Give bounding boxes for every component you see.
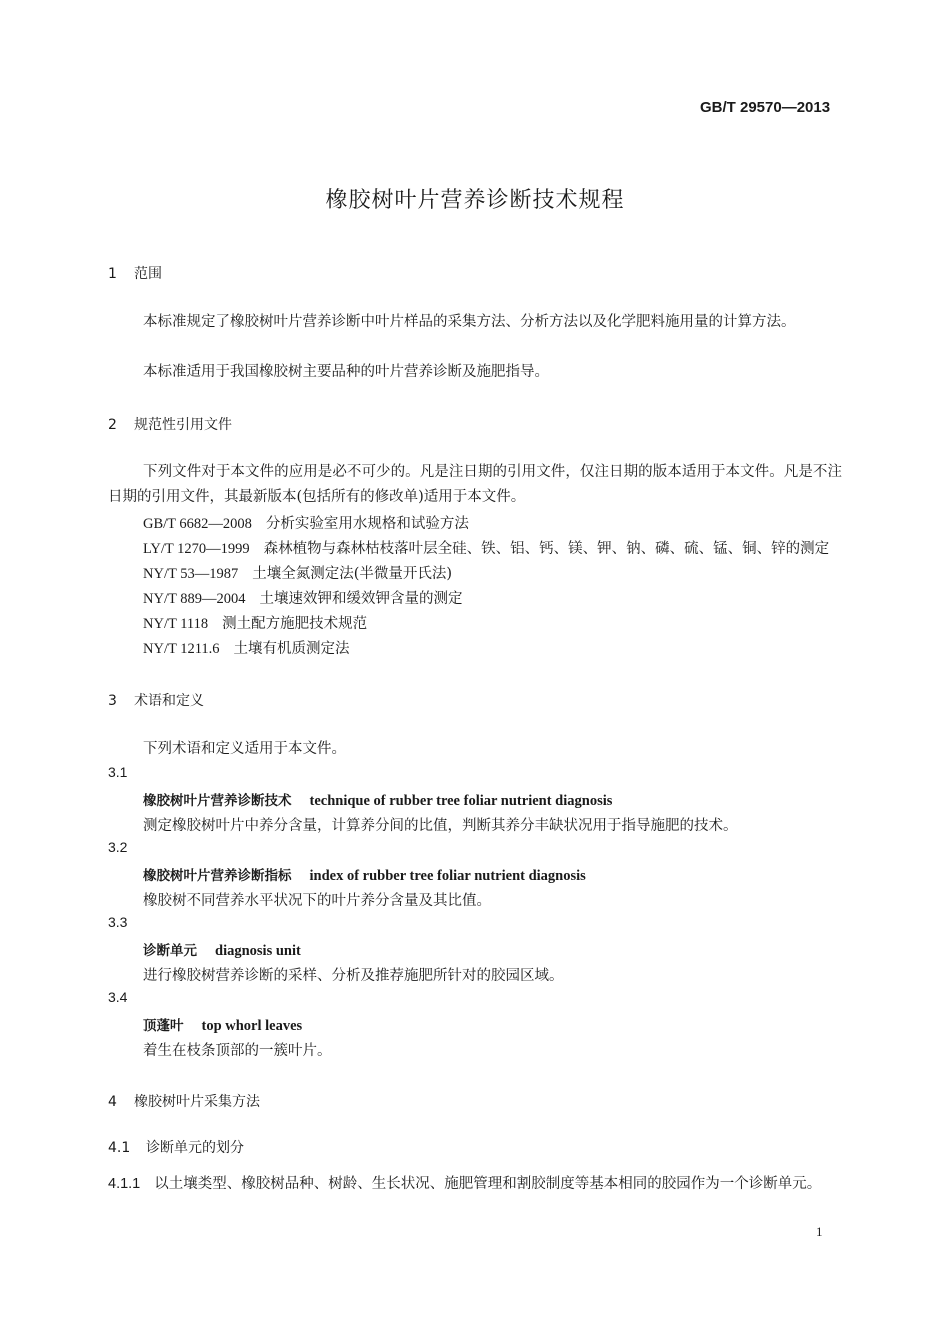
term-entry bbox=[143, 864, 586, 885]
paragraph: 本标准规定了橡胶树叶片营养诊断中叶片样品的采集方法、分析方法以及化学肥料施用量的计算方法。 bbox=[143, 314, 796, 330]
reference-code: NY/T 1118 bbox=[143, 616, 209, 632]
reference-title: 土壤速效钾和缓效钾含量的测定 bbox=[259, 591, 463, 607]
reference-item bbox=[143, 587, 462, 608]
reference-title: 测土配方施肥技术规范 bbox=[222, 616, 368, 632]
term-chinese: 诊断单元 bbox=[143, 943, 197, 959]
term-number: 3.2 bbox=[108, 839, 128, 855]
term-chinese: 顶蓬叶 bbox=[143, 1018, 184, 1034]
clause-4-1-1 bbox=[108, 1172, 842, 1197]
section-title: 范围 bbox=[134, 266, 162, 282]
section-2-heading bbox=[108, 414, 232, 434]
section-number: 4 bbox=[108, 1094, 117, 1110]
term-definition: 着生在枝条顶部的一簇叶片。 bbox=[143, 1043, 332, 1059]
term-definition: 测定橡胶树叶片中养分含量，计算养分间的比值，判断其养分丰缺状况用于指导施肥的技术。 bbox=[143, 818, 738, 834]
reference-code: LY/T 1270—1999 bbox=[143, 541, 250, 557]
paragraph: 本标准适用于我国橡胶树主要品种的叶片营养诊断及施肥指导。 bbox=[143, 364, 549, 380]
reference-title: 土壤全氮测定法(半微量开氏法) bbox=[252, 566, 453, 582]
term-number: 3.3 bbox=[108, 914, 128, 930]
page-number: 1 bbox=[816, 1224, 823, 1239]
section-3-heading bbox=[108, 690, 204, 710]
section-title: 橡胶树叶片采集方法 bbox=[134, 1094, 260, 1110]
section-number: 2 bbox=[108, 417, 117, 433]
reference-title: 森林植物与森林枯枝落叶层全硅、铁、铝、钙、镁、钾、钠、磷、硫、锰、铜、锌的测定 bbox=[263, 541, 830, 557]
term-entry bbox=[143, 1014, 302, 1035]
subsection-4-1-heading bbox=[108, 1137, 244, 1157]
section-number: 1 bbox=[108, 266, 117, 282]
reference-title: 分析实验室用水规格和试验方法 bbox=[265, 516, 469, 532]
reference-item bbox=[143, 512, 469, 533]
subsection-title: 诊断单元的划分 bbox=[146, 1140, 244, 1156]
document-title: 橡胶树叶片营养诊断技术规程 bbox=[325, 188, 625, 213]
term-english: diagnosis unit bbox=[215, 943, 301, 959]
reference-code: NY/T 1211.6 bbox=[143, 641, 220, 657]
term-chinese: 橡胶树叶片营养诊断指标 bbox=[143, 868, 292, 884]
section-title: 术语和定义 bbox=[134, 693, 204, 709]
term-english: index of rubber tree foliar nutrient diagnosis bbox=[309, 868, 586, 884]
reference-item bbox=[143, 637, 350, 658]
reference-code: NY/T 889—2004 bbox=[143, 591, 246, 607]
term-definition: 进行橡胶树营养诊断的采样、分析及推荐施肥所针对的胶园区域。 bbox=[143, 968, 564, 984]
reference-code: NY/T 53—1987 bbox=[143, 566, 239, 582]
term-entry bbox=[143, 939, 301, 960]
term-chinese: 橡胶树叶片营养诊断技术 bbox=[143, 793, 292, 809]
section-title: 规范性引用文件 bbox=[134, 417, 232, 433]
term-number: 3.4 bbox=[108, 989, 128, 1005]
standard-number: GB/T 29570—2013 bbox=[700, 99, 831, 116]
clause-text: 以土壤类型、橡胶树品种、树龄、生长状况、施肥管理和割胶制度等基本相同的胶园作为一个诊断单元。 bbox=[154, 1176, 822, 1192]
paragraph: 下列术语和定义适用于本文件。 bbox=[143, 741, 346, 757]
term-entry bbox=[143, 789, 612, 810]
term-english: top whorl leaves bbox=[201, 1018, 303, 1034]
section-1-heading bbox=[108, 263, 162, 283]
section-4-heading bbox=[108, 1091, 260, 1111]
subsection-number: 4.1 bbox=[108, 1140, 131, 1156]
term-english: technique of rubber tree foliar nutrient diagnosis bbox=[309, 793, 613, 809]
term-number: 3.1 bbox=[108, 764, 128, 780]
reference-item bbox=[143, 537, 829, 558]
reference-item bbox=[143, 562, 452, 583]
section-number: 3 bbox=[108, 693, 117, 709]
clause-number: 4.1.1 bbox=[108, 1176, 141, 1192]
reference-item bbox=[143, 612, 367, 633]
term-definition: 橡胶树不同营养水平状况下的叶片养分含量及其比值。 bbox=[143, 893, 491, 909]
reference-title: 土壤有机质测定法 bbox=[233, 641, 350, 657]
reference-code: GB/T 6682—2008 bbox=[143, 516, 252, 532]
paragraph: 下列文件对于本文件的应用是必不可少的。凡是注日期的引用文件，仅注日期的版本适用于本文件。凡是不注日期的引用文件，其最新版本(包括所有的修改单)适用于本文件。 bbox=[108, 464, 842, 505]
